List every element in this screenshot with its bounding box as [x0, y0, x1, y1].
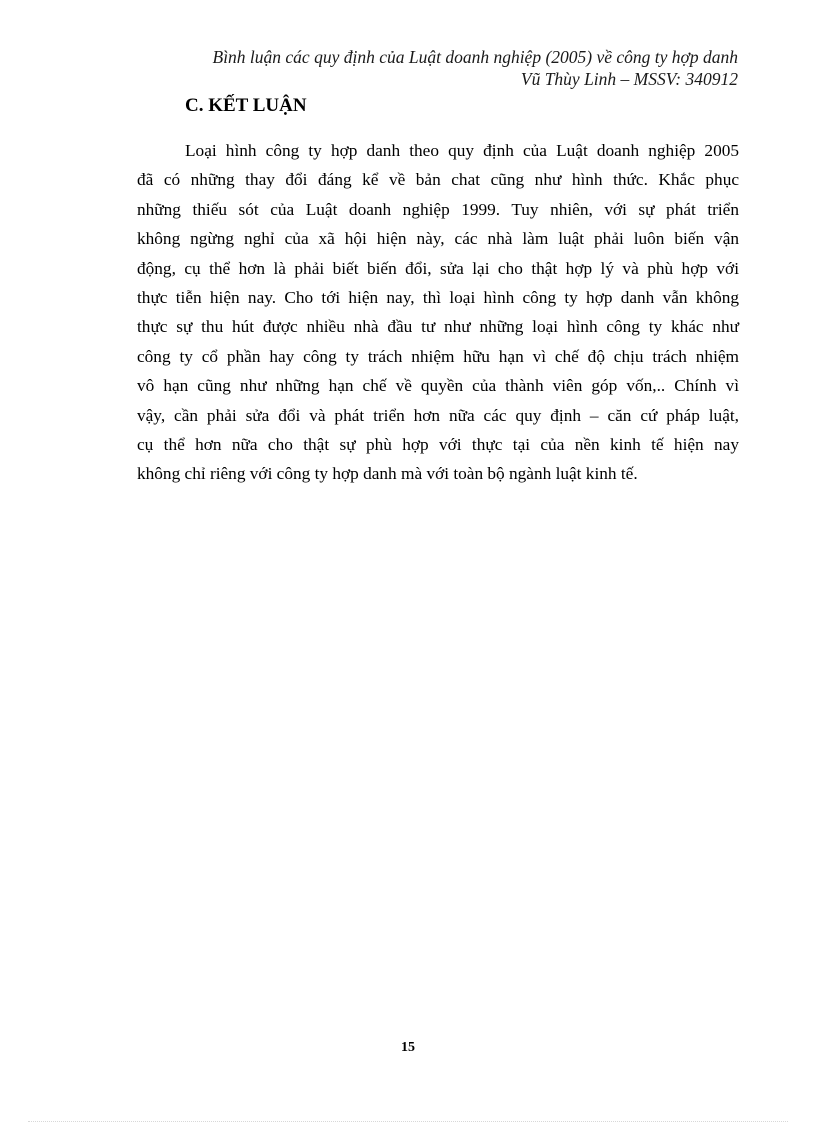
paragraph-line: không ngừng nghỉ của xã hội hiện này, các nhà làm luật phải luôn biến vận — [137, 229, 739, 249]
section-title: C. KẾT LUẬN — [185, 95, 307, 116]
paragraph-line: công ty cổ phần hay công ty trách nhiệm hữu hạn vì chế độ chịu trách nhiệm — [137, 346, 739, 366]
paragraph-line: động, cụ thể hơn là phải biết biến đổi, sửa lại cho thật hợp lý và phù hợp với — [137, 258, 739, 278]
paragraph-line: Loại hình công ty hợp danh theo quy định của Luật doanh nghiệp 2005 — [185, 141, 739, 160]
running-header — [213, 46, 739, 90]
paragraph-line: vậy, cần phải sửa đổi và phát triển hơn nữa các quy định – căn cứ pháp luật, — [137, 405, 739, 425]
page-number: 15 — [401, 1040, 415, 1055]
paragraph-line: thực sự thu hút được nhiều nhà đầu tư như những loại hình công ty khác như — [137, 317, 739, 337]
header-document-title: Bình luận các quy định của Luật doanh nghiệp (2005) về công ty hợp danh — [212, 47, 738, 67]
paragraph-line: cụ thể hơn nữa cho thật sự phù hợp với thực tại của nền kinh tế hiện nay — [137, 435, 739, 455]
header-author-line: Vũ Thùy Linh – MSSV: 340912 — [520, 69, 738, 89]
paragraph-line: thực tiễn hiện nay. Cho tới hiện nay, thì loại hình công ty hợp danh vẫn không — [137, 288, 739, 308]
paragraph-line: không chỉ riêng với công ty hợp danh mà với toàn bộ ngành luật kinh tế. — [137, 464, 638, 484]
page-bottom-divider — [28, 1121, 788, 1122]
paragraph-line: vô hạn cũng như những hạn chế về quyền của thành viên góp vốn,.. Chính vì — [137, 376, 739, 396]
paragraph-line: những thiếu sót của Luật doanh nghiệp 1999. Tuy nhiên, với sự phát triển — [137, 199, 739, 219]
paragraph-line: đã có những thay đổi đáng kể về bản chat cũng như hình thức. Khắc phục — [137, 170, 739, 190]
conclusion-paragraph — [137, 136, 739, 489]
